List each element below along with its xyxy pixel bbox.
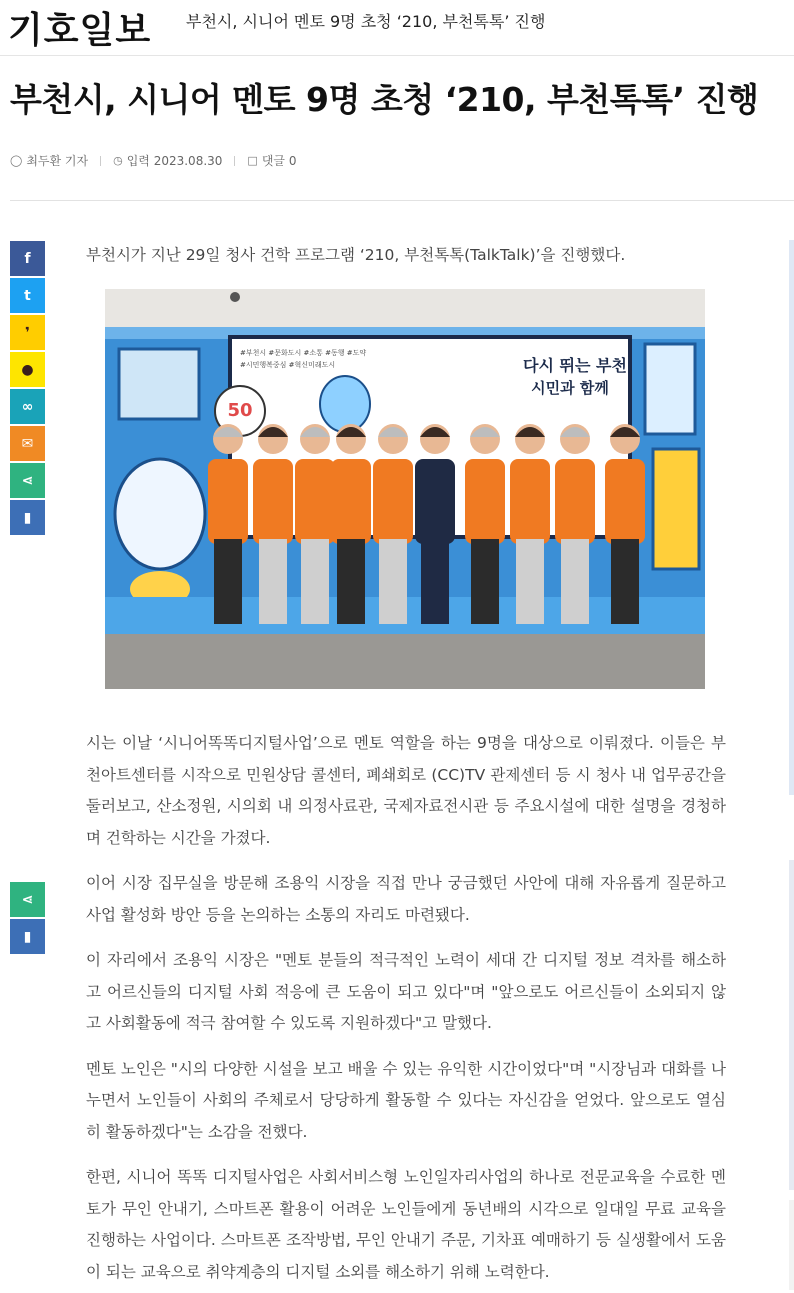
- email-icon: ✉: [21, 435, 34, 452]
- share-bar: [10, 241, 45, 537]
- article-paragraph: 시는 이날 ‘시니어똑똑디지털사업’으로 멘토 역할을 하는 9명을 대상으로 이뤄졌다. 이들은 부천아트센터를 시작으로 민원상담 콜센터, 폐쇄회로 (CC)TV 관제센터 등 시 청사 내 업무공간을 둘러보고, 산소정원, 시의회 내 의정사료관, 국제자료전시관 등 주요시설에 대한 설명을 경청하며 건학하는 시간을 가졌다.: [86, 734, 726, 847]
- twitter-share-button[interactable]: [10, 278, 45, 313]
- share-share-button[interactable]: [10, 882, 45, 917]
- person-figure: [295, 459, 335, 544]
- person-figure: [331, 459, 371, 544]
- person-figure: [253, 459, 293, 544]
- twitter-icon: t: [24, 287, 31, 304]
- person-figure: [555, 459, 595, 544]
- share-bar-bottom: [10, 882, 45, 956]
- banner-hashtags-2: #시민행복중심 #혁신미래도시: [240, 361, 336, 369]
- person-legs: [259, 539, 287, 624]
- person-legs: [561, 539, 589, 624]
- kakaotalk-share-button[interactable]: [10, 352, 45, 387]
- article-paragraph: 이 자리에서 조용익 시장은 "멘토 분들의 적극적인 노력이 세대 간 디지털 정보 격차를 해소하고 어르신들의 디지털 사회 적응에 큰 도움이 되고 있다"며 "앞으로도 어르신들이 소외되지 않고 사회활동에 적극 참여할 수 있도록 지원하겠다"고 말했다.: [86, 951, 726, 1032]
- person-legs: [611, 539, 639, 624]
- banner-text-1: 다시 뛰는 부천: [523, 356, 627, 375]
- site-logo[interactable]: 기호일보: [8, 10, 152, 51]
- person-legs: [301, 539, 329, 624]
- badge-50: 50: [227, 400, 253, 421]
- meta-separator: [100, 156, 101, 166]
- kakaotalk-icon: ●: [21, 361, 34, 378]
- facebook-icon: f: [24, 250, 31, 267]
- header-article-title: 부천시, 시니어 멘토 9명 초청 ‘210, 부천톡톡’ 진행: [186, 12, 546, 31]
- email-share-button[interactable]: [10, 426, 45, 461]
- person-legs: [214, 539, 242, 624]
- site-header: [0, 0, 794, 56]
- article-lead: 부천시가 지난 29일 청사 건학 프로그램 ‘210, 부천톡톡(TalkTalk)’을 진행했다.: [86, 246, 626, 264]
- person-legs: [421, 539, 449, 624]
- person-figure: [605, 459, 645, 544]
- link-share-button[interactable]: [10, 389, 45, 424]
- bookmark-icon: ▮: [23, 509, 32, 526]
- article-meta: [10, 152, 296, 169]
- article-paragraph: 멘토 노인은 "시의 다양한 시설을 보고 배울 수 있는 유익한 시간이었다"며 "시장님과 대화를 나누면서 노인들이 사회의 주체로서 당당하게 활동할 수 있다는 자신감을 얻었다. 앞으로도 열심히 활동하겠다"는 소감을 전했다.: [86, 1059, 726, 1141]
- bookmark-share-button[interactable]: [10, 500, 45, 535]
- person-figure: [373, 459, 413, 544]
- article-photo[interactable]: [105, 289, 705, 689]
- person-legs: [379, 539, 407, 624]
- link-icon: ∞: [21, 398, 34, 415]
- header-divider: [10, 200, 794, 201]
- kakaostory-share-button[interactable]: [10, 315, 45, 350]
- publish-date: 입력 2023.08.30: [126, 154, 223, 168]
- share-icon: ⋖: [21, 891, 34, 908]
- clock-icon: ◷: [113, 154, 123, 167]
- article-body: [86, 728, 726, 1293]
- banner-text-2: 시민과 함께: [531, 379, 609, 397]
- right-rail: [789, 240, 794, 1290]
- meta-separator: [234, 156, 235, 166]
- bookmark-icon: ▮: [23, 928, 32, 945]
- article-paragraph: 이어 시장 집무실을 방문해 조용익 시장을 직접 만나 궁금했던 사안에 대해 자유롭게 질문하고 사업 활성화 방안 등을 논의하는 소통의 자리도 마련됐다.: [86, 874, 726, 924]
- person-figure: [465, 459, 505, 544]
- person-figure: [415, 459, 455, 544]
- comment-count[interactable]: 댓글 0: [261, 154, 297, 168]
- facebook-share-button[interactable]: [10, 241, 45, 276]
- article-headline: 부천시, 시니어 멘토 9명 초청 ‘210, 부천톡톡’ 진행: [10, 80, 759, 119]
- bookmark-share-button[interactable]: [10, 919, 45, 954]
- person-figure: [510, 459, 550, 544]
- person-legs: [337, 539, 365, 624]
- share-share-button[interactable]: [10, 463, 45, 498]
- person-icon: ◯: [10, 154, 23, 167]
- comment-icon: □: [247, 154, 258, 167]
- kakaostory-icon: ❜: [25, 324, 30, 341]
- group-photo-illustration: [105, 289, 705, 689]
- author-name[interactable]: 최두환 기자: [26, 154, 89, 168]
- article-paragraph: 한편, 시니어 똑똑 디지털사업은 사회서비스형 노인일자리사업의 하나로 전문교육을 수료한 멘토가 무인 안내기, 스마트폰 활용이 어려운 노인들에게 동년배의 시각으로 일대일 무료 교육을 진행하는 사업이다. 스마트폰 조작방법, 무인 안내기 주문, 기차표 예매하기 등 실생활에서 도움이 되는 교육으로 취약계층의 디지털 소외를 해소하기 위해 노력한다.: [86, 1168, 726, 1281]
- person-figure: [208, 459, 248, 544]
- person-legs: [516, 539, 544, 624]
- share-icon: ⋖: [21, 472, 34, 489]
- banner-hashtags-1: #부천시 #문화도시 #소통 #동행 #도약: [240, 349, 367, 357]
- person-legs: [471, 539, 499, 624]
